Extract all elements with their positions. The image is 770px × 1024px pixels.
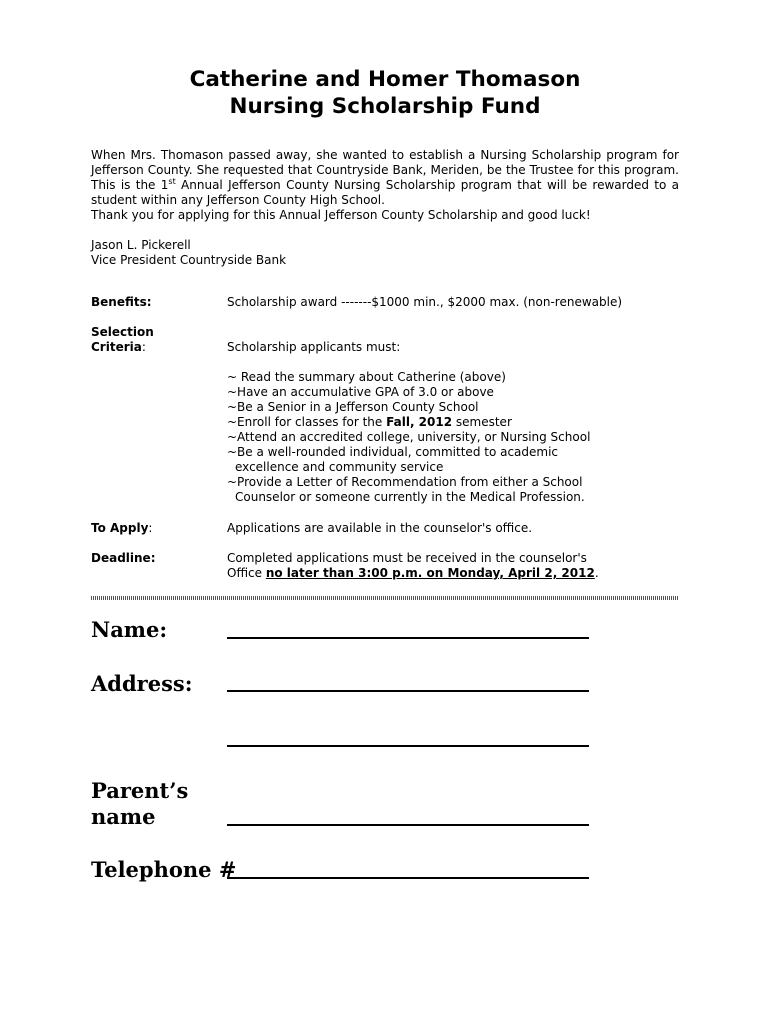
thank-you-line: Thank you for applying for this Annual Jefferson County Scholarship and good luck! (91, 208, 591, 222)
parent-name-field-line[interactable] (227, 824, 589, 826)
list-item: ~Be a well-rounded individual, committed to academic (227, 445, 559, 459)
document-title-line1: Catherine and Homer Thomason (189, 67, 581, 92)
telephone-field-line[interactable] (227, 877, 589, 879)
list-item: ~Have an accumulative GPA of 3.0 or above (227, 385, 494, 399)
list-item-continuation: Counselor or someone currently in the Medical Profession. (235, 490, 585, 504)
signer-role: Vice President Countryside Bank (91, 253, 287, 267)
list-item: ~Attend an accredited college, university, or Nursing School (227, 430, 591, 444)
list-item: ~Be a Senior in a Jefferson County School (227, 400, 479, 414)
deadline-label: Deadline: (91, 551, 156, 565)
name-label: Name: (91, 617, 168, 642)
document-title-line2: Nursing Scholarship Fund (229, 94, 541, 119)
intro-text (91, 148, 679, 223)
parent-name-label: Parent’s name (91, 778, 189, 829)
criteria-list (227, 370, 590, 505)
selection-intro: Scholarship applicants must: (227, 340, 401, 354)
intro-paragraph: When Mrs. Thomason passed away, she wanted to establish a Nursing Scholarship program for Jefferson County. She requested that Countryside Bank, Meriden, be the Trustee for this program. This is the 1st Annual Jefferson County Nursing Scholarship program that will be rewarded to a student within any Jefferson County High School. (91, 148, 679, 207)
signer-name: Jason L. Pickerell (91, 238, 191, 252)
deadline-value: Completed applications must be received in the counselor's Office no later than 3:00 p.m. on Monday, April 2, 2012. (227, 551, 599, 580)
section-divider (91, 596, 679, 600)
signature-block (91, 238, 286, 268)
telephone-label: Telephone # (91, 857, 237, 882)
address-label: Address: (91, 671, 193, 696)
to-apply-label: To Apply: (91, 521, 153, 535)
address-field-line-2[interactable] (227, 745, 589, 747)
list-item-continuation: excellence and community service (235, 460, 444, 474)
selection-criteria-label: Selection Criteria: (91, 325, 154, 354)
list-item: ~Provide a Letter of Recommendation from either a School (227, 475, 583, 489)
list-item: ~ Read the summary about Catherine (above) (227, 370, 506, 384)
name-field-line[interactable] (227, 637, 589, 639)
benefits-label: Benefits: (91, 295, 152, 309)
to-apply-value: Applications are available in the counselor's office. (227, 521, 533, 535)
list-item: ~Enroll for classes for the Fall, 2012 semester (227, 415, 512, 429)
benefits-value: Scholarship award -------$1000 min., $2000 max. (non-renewable) (227, 295, 623, 309)
address-field-line-1[interactable] (227, 690, 589, 692)
